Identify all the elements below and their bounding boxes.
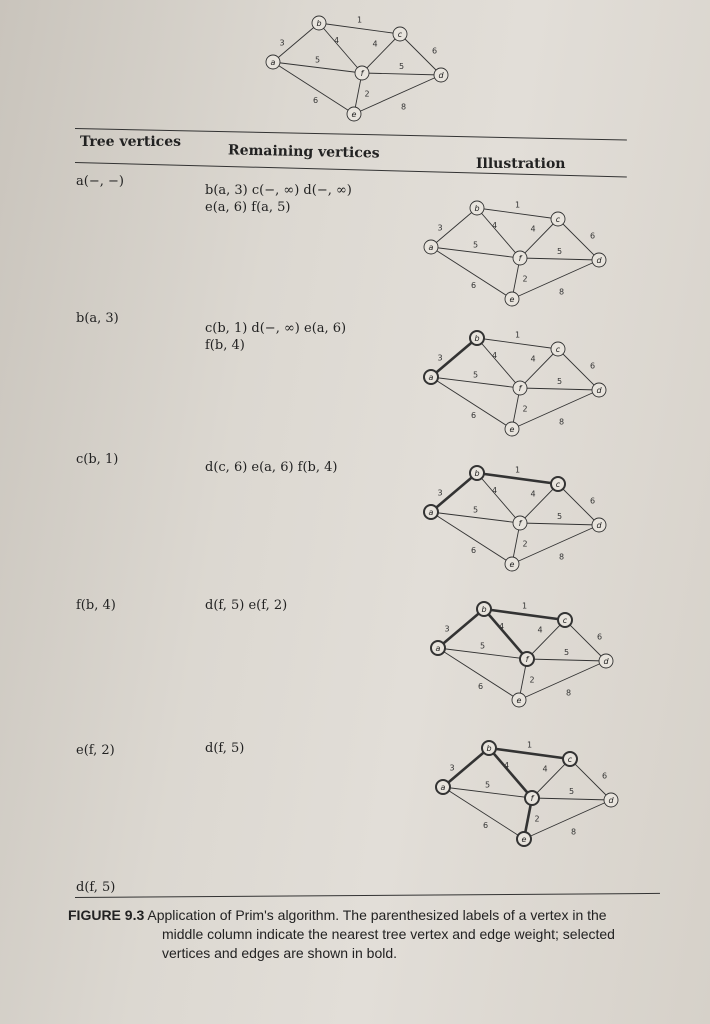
vertex-label-e: e: [351, 110, 357, 119]
edge-weight-c-f: 4: [530, 354, 536, 364]
edge-b-c: [477, 208, 558, 219]
edge-a-e: [273, 62, 354, 114]
row-1-tree: a(−, −): [76, 174, 124, 189]
edge-weight-b-c: 1: [521, 601, 528, 611]
figure-caption: [68, 906, 688, 963]
vertex-label-a: a: [440, 783, 446, 792]
edge-weight-a-b: 3: [279, 38, 285, 48]
edge-a-e: [443, 787, 524, 839]
edge-weight-c-f: 4: [537, 625, 543, 635]
edge-weight-f-e: 2: [364, 89, 370, 99]
edge-weight-e-d: 8: [558, 552, 565, 562]
vertex-label-d: d: [596, 386, 602, 395]
graph-step-1: [413, 195, 613, 310]
edge-c-f: [520, 349, 558, 388]
vertex-label-b: b: [316, 19, 322, 28]
edge-f-d: [520, 523, 599, 525]
edge-weight-c-f: 4: [542, 764, 548, 774]
edge-weight-b-f: 4: [333, 36, 340, 45]
edge-b-f: [319, 23, 362, 73]
edge-f-d: [520, 388, 599, 390]
edge-weight-a-f: 5: [472, 370, 479, 380]
header-tree-vertices: Tree vertices: [80, 134, 181, 150]
graph-step-3: [413, 460, 613, 575]
edge-weight-f-e: 2: [522, 274, 528, 284]
vertex-label-a: a: [428, 243, 434, 252]
header-illustration: Illustration: [476, 156, 566, 172]
vertex-label-d: d: [438, 71, 444, 80]
edge-weight-b-c: 1: [514, 200, 521, 210]
vertex-label-f: f: [530, 794, 534, 803]
vertex-label-e: e: [509, 560, 515, 569]
edge-f-d: [362, 73, 441, 75]
edge-weight-a-e: 6: [470, 411, 477, 420]
edge-f-d: [527, 659, 606, 661]
edge-weight-c-f: 4: [530, 489, 536, 499]
edge-b-c: [489, 748, 570, 759]
edge-weight-f-d: 5: [398, 62, 405, 71]
vertex-label-b: b: [474, 204, 480, 213]
edge-weight-e-d: 8: [570, 827, 577, 837]
edge-weight-a-f: 5: [314, 55, 321, 65]
vertex-label-e: e: [509, 295, 515, 304]
edge-a-e: [438, 648, 519, 700]
table-bottom-rule: [75, 893, 660, 898]
row-5-tree: e(f, 2): [76, 743, 115, 758]
edge-weight-c-f: 4: [372, 39, 378, 49]
edge-c-f: [520, 219, 558, 258]
edge-weight-f-d: 5: [556, 247, 563, 256]
edge-weight-f-e: 2: [522, 539, 528, 549]
edge-weight-a-e: 6: [312, 96, 319, 105]
vertex-label-d: d: [608, 796, 614, 805]
edge-c-f: [532, 759, 570, 798]
edge-b-f: [489, 748, 532, 798]
vertex-label-f: f: [518, 384, 522, 393]
graph-step-4: [420, 596, 620, 711]
edge-b-c: [477, 473, 558, 484]
row-6-tree: d(f, 5): [76, 880, 116, 895]
graph-top: [255, 10, 455, 125]
edge-c-f: [527, 620, 565, 659]
edge-weight-c-f: 4: [530, 224, 536, 234]
row-5-remaining: d(f, 5): [205, 741, 245, 756]
row-1-remaining-2: e(a, 6) f(a, 5): [205, 200, 291, 215]
vertex-label-e: e: [521, 835, 527, 844]
vertex-label-c: c: [567, 755, 573, 764]
edge-weight-f-d: 5: [568, 787, 575, 796]
edge-weight-a-e: 6: [477, 682, 484, 691]
edge-weight-c-d: 6: [431, 46, 438, 56]
edge-weight-f-d: 5: [556, 377, 563, 386]
vertex-label-c: c: [397, 30, 403, 39]
edge-weight-a-b: 3: [437, 223, 443, 233]
edge-weight-b-c: 1: [356, 15, 363, 25]
graph-step-2: [413, 325, 613, 440]
row-2-tree: b(a, 3): [76, 311, 119, 326]
edge-weight-b-c: 1: [514, 330, 521, 340]
edge-weight-f-e: 2: [522, 404, 528, 414]
vertex-label-a: a: [435, 644, 441, 653]
edge-weight-a-f: 5: [479, 641, 486, 651]
edge-weight-c-d: 6: [589, 231, 596, 241]
vertex-label-c: c: [555, 480, 561, 489]
edge-weight-b-f: 4: [491, 221, 498, 230]
vertex-label-b: b: [474, 334, 480, 343]
header-remaining-vertices: Remaining vertices: [227, 142, 380, 162]
edge-b-f: [477, 473, 520, 523]
edge-a-e: [431, 377, 512, 429]
vertex-label-a: a: [270, 58, 276, 67]
edge-b-c: [484, 609, 565, 620]
edge-weight-f-d: 5: [563, 648, 570, 657]
edge-c-f: [362, 34, 400, 73]
vertex-label-c: c: [555, 215, 561, 224]
vertex-label-b: b: [486, 744, 492, 753]
edge-weight-f-d: 5: [556, 512, 563, 521]
edge-weight-b-f: 4: [503, 761, 510, 770]
edge-weight-a-f: 5: [484, 780, 491, 790]
vertex-label-d: d: [596, 521, 602, 530]
edge-a-e: [431, 247, 512, 299]
vertex-label-e: e: [509, 425, 515, 434]
row-3-remaining: d(c, 6) e(a, 6) f(b, 4): [205, 460, 338, 475]
edge-c-f: [520, 484, 558, 523]
edge-b-f: [477, 208, 520, 258]
vertex-label-a: a: [428, 373, 434, 382]
row-4-remaining: d(f, 5) e(f, 2): [205, 598, 288, 613]
caption-line-3: vertices and edges are shown in bold.: [162, 945, 398, 961]
caption-line-2: middle column indicate the nearest tree vertex and edge weight; selected: [162, 926, 615, 942]
edge-weight-b-f: 4: [498, 622, 505, 631]
vertex-label-f: f: [518, 519, 522, 528]
edge-weight-b-f: 4: [491, 351, 498, 360]
row-4-tree: f(b, 4): [76, 598, 116, 613]
edge-weight-a-b: 3: [444, 624, 450, 634]
row-2-remaining-2: f(b, 4): [205, 338, 245, 353]
caption-line-1: Application of Prim's algorithm. The parenthesized labels of a vertex in the: [147, 907, 607, 923]
vertex-label-d: d: [596, 256, 602, 265]
edge-weight-a-b: 3: [449, 763, 455, 773]
row-2-remaining: c(b, 1) d(−, ∞) e(a, 6): [205, 321, 347, 336]
vertex-label-f: f: [360, 69, 364, 78]
edge-b-c: [477, 338, 558, 349]
edge-weight-a-b: 3: [437, 353, 443, 363]
edge-weight-a-e: 6: [470, 546, 477, 555]
edge-f-d: [532, 798, 611, 800]
edge-weight-a-b: 3: [437, 488, 443, 498]
edge-weight-b-c: 1: [526, 740, 533, 750]
edge-weight-c-d: 6: [589, 496, 596, 506]
edge-f-d: [520, 258, 599, 260]
edge-b-c: [319, 23, 400, 34]
row-1-remaining: b(a, 3) c(−, ∞) d(−, ∞): [205, 183, 352, 198]
edge-weight-b-f: 4: [491, 486, 498, 495]
edge-weight-e-d: 8: [558, 287, 565, 297]
edge-weight-f-e: 2: [534, 814, 540, 824]
edge-weight-b-c: 1: [514, 465, 521, 475]
edge-weight-a-e: 6: [470, 281, 477, 290]
edge-weight-e-d: 8: [565, 688, 572, 698]
edge-weight-e-d: 8: [558, 417, 565, 427]
caption-label: FIGURE 9.3: [68, 907, 145, 923]
edge-weight-c-d: 6: [589, 361, 596, 371]
vertex-label-a: a: [428, 508, 434, 517]
edge-weight-a-e: 6: [482, 821, 489, 830]
edge-weight-f-e: 2: [529, 675, 535, 685]
edge-weight-c-d: 6: [596, 632, 603, 642]
edge-weight-e-d: 8: [400, 102, 407, 112]
vertex-label-f: f: [518, 254, 522, 263]
edge-weight-a-f: 5: [472, 505, 479, 515]
graph-step-5: [425, 735, 625, 850]
vertex-label-d: d: [603, 657, 609, 666]
vertex-label-c: c: [555, 345, 561, 354]
vertex-label-b: b: [474, 469, 480, 478]
edge-b-f: [477, 338, 520, 388]
vertex-label-f: f: [525, 655, 529, 664]
vertex-label-b: b: [481, 605, 487, 614]
vertex-label-e: e: [516, 696, 522, 705]
edge-weight-a-f: 5: [472, 240, 479, 250]
edge-b-f: [484, 609, 527, 659]
edge-weight-c-d: 6: [601, 771, 608, 781]
row-3-tree: c(b, 1): [76, 452, 119, 467]
edge-a-e: [431, 512, 512, 564]
vertex-label-c: c: [562, 616, 568, 625]
